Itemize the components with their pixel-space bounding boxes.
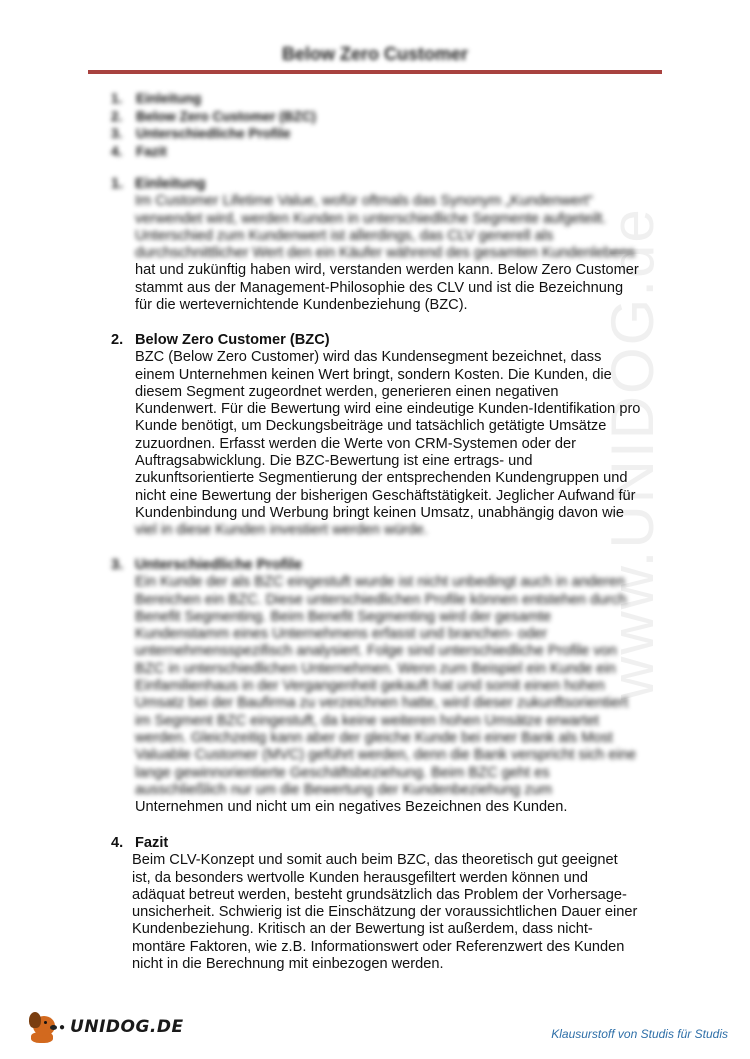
paragraph-line: zuzuordnen. Erfasst werden die Werte von CRM-Systemen oder der: [135, 435, 576, 452]
footer-tagline: Klausurstoff von Studis für Studis: [551, 1027, 728, 1041]
paragraph-line: Kunde benötigt, um Deckungsbeiträge und tatsächlich getätigte Umsätze: [135, 418, 607, 435]
paragraph-line: stammt aus der Management-Philosophie des CLV und ist die Bezeichnung: [135, 279, 624, 296]
paragraph-line: adäquat betreut werden, besteht grundsätzlich das Problem der Vorhersage-: [132, 886, 627, 903]
paragraph-line: montäre Faktoren, wie z.B. Informationswert oder Referenzwert des Kunden: [132, 938, 625, 955]
section-heading: 2. Below Zero Customer (BZC): [111, 332, 330, 348]
paw-icon: ●: [59, 1021, 66, 1033]
paragraph-line: Unterschied zum Kundenwert ist allerdings, das CLV generell als: [135, 227, 554, 244]
paragraph-line: viel in diese Kunden investiert werden würde.: [135, 522, 428, 539]
paragraph-line: verwendet wird, werden Kunden in unterschiedliche Segmente aufgeteilt.: [135, 210, 607, 227]
paragraph-line: Umsatz bei der Baufirma zu verzeichnen hatte, wird dieser zukunftsorientiert: [135, 695, 629, 712]
paragraph-line: Kundenwert. Für die Bewertung wird eine eindeutige Kunden-Identifikation pro: [135, 401, 641, 418]
paragraph-line: Valuable Customer (MVC) geführt werden, denn die Bank verspricht sich eine: [135, 747, 637, 764]
section-bzc: [111, 332, 671, 540]
toc-item: 4. Fazit: [111, 143, 167, 159]
section-heading: 1. Einleitung: [111, 176, 206, 192]
paragraph-line: im Segment BZC eingestuft, da keine weiteren hohen Umsätze erwartet: [135, 712, 599, 729]
section-fazit: [111, 835, 671, 973]
paragraph-line: Bereichen ein BZC. Diese unterschiedlichen Profile können entstehen durch: [135, 591, 627, 608]
paragraph-line: Kundenbeziehung. Kritisch an der Bewertung ist außerdem, dass nicht-: [132, 921, 593, 938]
paragraph-line: werden. Gleichzeitig kann aber der gleiche Kunde bei einer Bank als Most: [135, 729, 613, 746]
toc-item: 2. Below Zero Customer (BZC): [111, 108, 317, 124]
paragraph-line: ausschließlich nur um die Bewertung der Kundenbeziehung zum: [135, 781, 552, 798]
paragraph-line: Ein Kunde der als BZC eingestuft wurde ist nicht unbedingt auch in anderen: [135, 574, 626, 591]
paragraph-line: ist, da besonders wertvolle Kunden herausgefiltert werden können und: [132, 869, 588, 886]
paragraph-line: lange gewinnorientierte Geschäftsbeziehung. Beim BZC geht es: [135, 764, 550, 781]
section-body: [135, 193, 671, 314]
paragraph-line: hat und zukünftig haben wird, verstanden werden kann. Below Zero Customer: [135, 262, 639, 279]
watermark: www.UNIDOG.de: [599, 207, 666, 700]
paragraph-line: nicht in die Berechnung mit einbezogen werden.: [132, 956, 444, 973]
toc-item: 1. Einleitung: [111, 91, 202, 106]
table-of-contents: [111, 90, 316, 160]
paragraph-line: Im Customer Lifetime Value, wofür oftmals das Synonym „Kundenwert“: [135, 193, 593, 210]
paragraph-line: Auftragsabwicklung. Die BZC-Bewertung ist eine ertrags- und: [135, 453, 533, 470]
paragraph-line: unsicherheit. Schwierig ist die Einschätzung der voraussichtlichen Dauer einer: [132, 904, 638, 921]
paragraph-line: Benefit Segmenting. Beim Benefit Segmenting wird der gesamte: [135, 608, 552, 625]
paragraph-line: durchschnittlicher Wert den ein Käufer während des gesamten Kundenlebens: [135, 245, 636, 262]
dog-icon: [25, 1010, 59, 1044]
title-underline: [88, 70, 662, 74]
paragraph-line: Kundenbindung und Werbung bringt keinen Umsatz, unabhängig davon wie: [135, 504, 624, 521]
paragraph-line: Kundenstamm eines Unternehmens erfasst und branchen- oder: [135, 626, 548, 643]
paragraph-line: für die wertevernichtende Kundenbeziehung (BZC).: [135, 297, 468, 314]
section-body: [135, 574, 671, 816]
section-heading: 4. Fazit: [111, 835, 169, 851]
section-heading: 3. Unterschiedliche Profile: [111, 557, 303, 573]
logo-text: UNIDOG.DE: [70, 1017, 184, 1037]
paragraph-line: diesem Segment zugeordnet werden, generieren einen negativen: [135, 383, 559, 400]
section-profile: [111, 557, 671, 816]
paragraph-line: Unternehmen und nicht um ein negatives Bezeichnen des Kunden.: [135, 799, 568, 816]
toc-item: 3. Unterschiedliche Profile: [111, 126, 291, 141]
paragraph-line: zukunftsorientierte Segmentierung der entsprechenden Kundengruppen und: [135, 470, 628, 487]
section-body: [132, 852, 671, 973]
paragraph-line: Einfamilienhaus in der Vergangenheit gekauft hat und somit einen hohen: [135, 678, 605, 695]
paragraph-line: unternehmensspezifisch analysiert. Folge sind unterschiedliche Profile von: [135, 643, 617, 660]
section-einleitung: [111, 176, 671, 314]
unidog-logo[interactable]: [25, 1010, 184, 1044]
section-body: [135, 349, 671, 539]
paragraph-line: einem Unternehmen keinen Wert bringt, sondern Kosten. Die Kunden, die: [135, 366, 612, 383]
paragraph-line: BZC in unterschiedlichen Unternehmen. Wenn zum Beispiel ein Kunde ein: [135, 660, 616, 677]
paragraph-line: BZC (Below Zero Customer) wird das Kundensegment bezeichnet, dass: [135, 349, 602, 366]
page-title: Below Zero Customer: [281, 44, 469, 64]
paragraph-line: nicht eine Bewertung der bisherigen Geschäftstätigkeit. Jeglicher Aufwand für: [135, 487, 636, 504]
paragraph-line: Beim CLV-Konzept und somit auch beim BZC, das theoretisch gut geeignet: [132, 852, 618, 869]
